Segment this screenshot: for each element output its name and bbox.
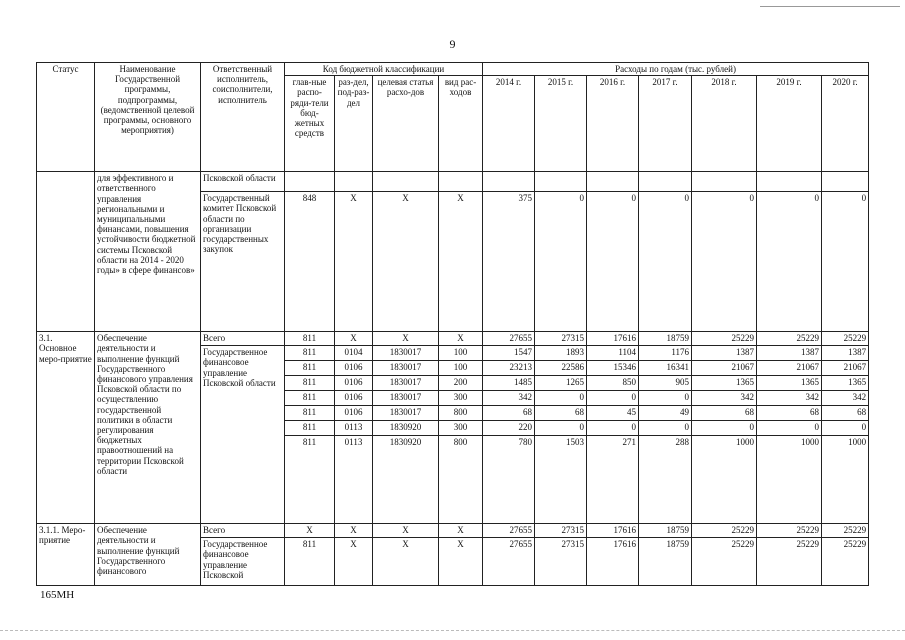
cell: 0 [822, 421, 869, 436]
budget-table [36, 62, 869, 586]
header-year: 2014 г. [483, 76, 535, 172]
table-row [37, 524, 869, 538]
cell: 0 [535, 192, 587, 332]
cell: 1365 [757, 376, 822, 391]
cell: 0 [692, 192, 757, 332]
cell: 300 [439, 421, 483, 436]
header-code-col: вид рас-ходов [439, 76, 483, 172]
cell: 22586 [535, 361, 587, 376]
cell: 25229 [692, 538, 757, 586]
cell: 0106 [335, 406, 373, 421]
cell: 68 [822, 406, 869, 421]
header-code-group: Код бюджетной классификации [285, 63, 483, 76]
cell: 1104 [587, 346, 639, 361]
cell: 1387 [822, 346, 869, 361]
cell: X [373, 332, 439, 346]
cell: 811 [285, 421, 335, 436]
cell: 200 [439, 376, 483, 391]
cell: 0106 [335, 391, 373, 406]
cell: 1387 [692, 346, 757, 361]
header-year: 2019 г. [757, 76, 822, 172]
cell: 811 [285, 376, 335, 391]
cell: 1830920 [373, 421, 439, 436]
cell: 100 [439, 361, 483, 376]
cell: X [335, 524, 373, 538]
cell: 220 [483, 421, 535, 436]
program-name: Обеспечение деятельности и выполнение функций Государственного финансового управления Псковской области по осуществлению государственной политики в области регулирования бюджетных правоотношений на территории Псковской области [95, 332, 201, 524]
cell: 18759 [639, 524, 692, 538]
cell: 17616 [587, 332, 639, 346]
executor-cell: Всего [201, 524, 285, 538]
table-row [37, 332, 869, 346]
cell: 1503 [535, 436, 587, 524]
cell: 1830920 [373, 436, 439, 524]
cell: 27655 [483, 524, 535, 538]
cell: 23213 [483, 361, 535, 376]
table-row [37, 172, 869, 192]
cell: 0 [535, 391, 587, 406]
cell: X [285, 524, 335, 538]
executor-cell: Всего [201, 332, 285, 346]
cell: 0104 [335, 346, 373, 361]
cell: X [373, 192, 439, 332]
cell: 811 [285, 346, 335, 361]
cell: 1485 [483, 376, 535, 391]
cell: 780 [483, 436, 535, 524]
cell: 0 [757, 421, 822, 436]
cell: 0 [639, 421, 692, 436]
cell: 342 [757, 391, 822, 406]
cell: 68 [483, 406, 535, 421]
cell: 0 [587, 391, 639, 406]
cell: 811 [285, 436, 335, 524]
header-year: 2020 г. [822, 76, 869, 172]
executor-cell: Государственное финансовое управление Псковской области [201, 346, 285, 524]
cell: 68 [757, 406, 822, 421]
cell: 271 [587, 436, 639, 524]
cell: 0 [639, 391, 692, 406]
cell: 15346 [587, 361, 639, 376]
status-cell [37, 172, 95, 332]
block-3-1 [37, 332, 869, 524]
header-year: 2017 г. [639, 76, 692, 172]
cell: 811 [285, 391, 335, 406]
top-edge-line [760, 6, 900, 7]
cell: 1830017 [373, 376, 439, 391]
cell: X [439, 332, 483, 346]
cell: 375 [483, 192, 535, 332]
header-year: 2018 г. [692, 76, 757, 172]
cell: 16341 [639, 361, 692, 376]
cell: 342 [692, 391, 757, 406]
cell: 17616 [587, 524, 639, 538]
program-name: Обеспечение деятельности и выполнение функций Государственного финансового [95, 524, 201, 586]
cell: X [335, 192, 373, 332]
cell: 1000 [822, 436, 869, 524]
program-name: для эффективного и ответственного управления региональными и муниципальными финансами, повышения устойчивости бюджетной системы Псковской области на 2014 - 2020 годы» в сфере финансов» [95, 172, 201, 332]
cell: 27315 [535, 332, 587, 346]
header-name: Наименование Государственной программы, подпрограммы, (ведомственной целевой программы, основного мероприятия) [95, 63, 201, 172]
executor-cell: Государственное финансовое управление Псковской [201, 538, 285, 586]
cell: 25229 [822, 538, 869, 586]
header-year: 2015 г. [535, 76, 587, 172]
header-code-col: целевая статья расхо-дов [373, 76, 439, 172]
cell: 0 [822, 192, 869, 332]
header-row [37, 63, 869, 76]
status-cell: 3.1. Основное меро-приятие [37, 332, 95, 524]
cell: 288 [639, 436, 692, 524]
cell: 1830017 [373, 391, 439, 406]
cell: 0106 [335, 376, 373, 391]
cell: 0113 [335, 436, 373, 524]
cell: 27655 [483, 538, 535, 586]
cell: 800 [439, 406, 483, 421]
cell: 18759 [639, 332, 692, 346]
cell: 0106 [335, 361, 373, 376]
cell: 300 [439, 391, 483, 406]
cell: 1176 [639, 346, 692, 361]
cell: 0 [639, 192, 692, 332]
cell: 27315 [535, 538, 587, 586]
cell: 1830017 [373, 406, 439, 421]
cell: 905 [639, 376, 692, 391]
cell: 27315 [535, 524, 587, 538]
cell: 848 [285, 192, 335, 332]
cell: 0 [757, 192, 822, 332]
cell: 25229 [692, 524, 757, 538]
cell: 0 [587, 192, 639, 332]
cell: 25229 [757, 332, 822, 346]
cell: 25229 [822, 524, 869, 538]
header-executor: Ответственный исполнитель, соисполнители, исполнитель [201, 63, 285, 172]
header-code-col: глав-ные распо-ряди-тели бюд-жетных средств [285, 76, 335, 172]
page-number: 9 [449, 37, 456, 51]
cell: 1830017 [373, 346, 439, 361]
cell: 811 [285, 361, 335, 376]
cell: 25229 [757, 538, 822, 586]
cell: 0 [535, 421, 587, 436]
cell: 1387 [757, 346, 822, 361]
cell: X [335, 332, 373, 346]
cell: 1830017 [373, 361, 439, 376]
cell: 1547 [483, 346, 535, 361]
cell: 49 [639, 406, 692, 421]
cell: 1365 [692, 376, 757, 391]
cell: 1000 [757, 436, 822, 524]
cell: 811 [285, 538, 335, 586]
cell: 1000 [692, 436, 757, 524]
cell: 342 [822, 391, 869, 406]
header-expense-group: Расходы по годам (тыс. рублей) [483, 63, 869, 76]
executor-cell: Псковской области [201, 172, 285, 192]
cell: X [439, 192, 483, 332]
cell: 27655 [483, 332, 535, 346]
cell: 1893 [535, 346, 587, 361]
bottom-edge-line [0, 630, 905, 631]
cell: 25229 [757, 524, 822, 538]
cell: 0 [587, 421, 639, 436]
cell: 21067 [692, 361, 757, 376]
header-year: 2016 г. [587, 76, 639, 172]
document-code: 165МН [40, 589, 75, 601]
cell: 342 [483, 391, 535, 406]
cell: X [373, 524, 439, 538]
cell: 21067 [822, 361, 869, 376]
executor-cell: Государственный комитет Псковской области по организации государственных закупок [201, 192, 285, 332]
status-cell: 3.1.1. Меро-приятие [37, 524, 95, 586]
cell: 17616 [587, 538, 639, 586]
cell: 25229 [822, 332, 869, 346]
cell: X [439, 538, 483, 586]
cell: 811 [285, 332, 335, 346]
block-3-1-1 [37, 524, 869, 586]
cell: 21067 [757, 361, 822, 376]
cell: 0 [692, 421, 757, 436]
cell: 100 [439, 346, 483, 361]
header-code-col: раз-дел, под-раз-дел [335, 76, 373, 172]
cell: 811 [285, 406, 335, 421]
cell: 45 [587, 406, 639, 421]
cell: 1365 [822, 376, 869, 391]
cell: 68 [535, 406, 587, 421]
cell: 68 [692, 406, 757, 421]
header-status: Статус [37, 63, 95, 172]
cell: X [335, 538, 373, 586]
cell: X [373, 538, 439, 586]
cell: 1265 [535, 376, 587, 391]
cell: 25229 [692, 332, 757, 346]
cell: 850 [587, 376, 639, 391]
cell: 18759 [639, 538, 692, 586]
cell: X [439, 524, 483, 538]
cell: 0113 [335, 421, 373, 436]
cell: 800 [439, 436, 483, 524]
